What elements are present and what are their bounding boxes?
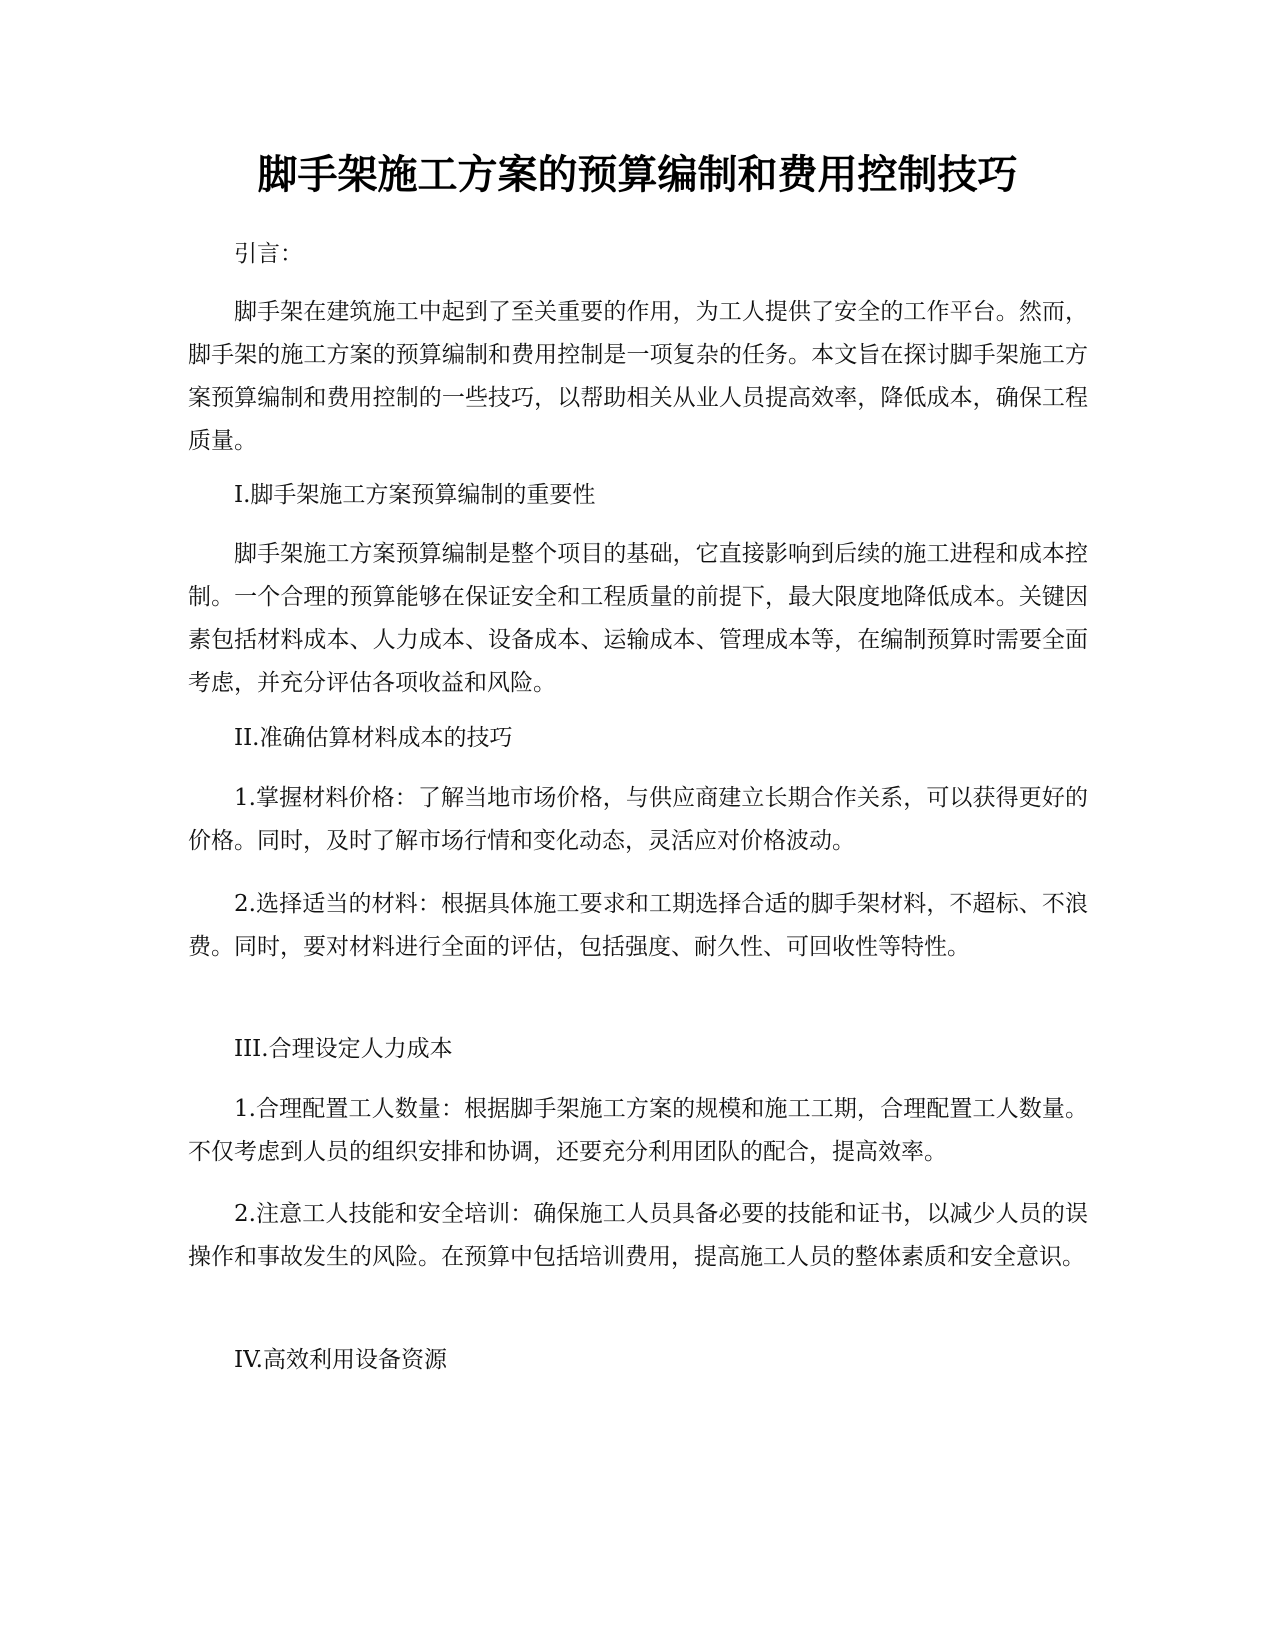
paragraph-3-2: 2.注意工人技能和安全培训：确保施工人员具备必要的技能和证书，以减少人员的误操作和事故发生的风险。在预算中包括培训费用，提高施工人员的整体素质和安全意识。 xyxy=(188,1201,1088,1270)
section-heading-3: III.合理设定人力成本 xyxy=(234,1036,453,1062)
section-heading-2: II.准确估算材料成本的技巧 xyxy=(234,725,513,751)
paragraph-intro: 脚手架在建筑施工中起到了至关重要的作用，为工人提供了安全的工作平台。然而，脚手架的施工方案的预算编制和费用控制是一项复杂的任务。本文旨在探讨脚手架施工方案预算编制和费用控制的一些技巧，以帮助相关从业人员提高效率，降低成本，确保工程质量。 xyxy=(188,299,1088,454)
paragraph-2-2: 2.选择适当的材料：根据具体施工要求和工期选择合适的脚手架材料，不超标、不浪费。同时，要对材料进行全面的评估，包括强度、耐久性、可回收性等特性。 xyxy=(188,891,1088,960)
document-title: 脚手架施工方案的预算编制和费用控制技巧 xyxy=(257,152,1018,198)
paragraph-section-1: 脚手架施工方案预算编制是整个项目的基础，它直接影响到后续的施工进程和成本控制。一个合理的预算能够在保证安全和工程质量的前提下，最大限度地降低成本。关键因素包括材料成本、人力成本、设备成本、运输成本、管理成本等，在编制预算时需要全面考虑，并充分评估各项收益和风险。 xyxy=(188,541,1088,696)
paragraph-3-1: 1.合理配置工人数量：根据脚手架施工方案的规模和施工工期，合理配置工人数量。不仅考虑到人员的组织安排和协调，还要充分利用团队的配合，提高效率。 xyxy=(188,1096,1088,1165)
section-heading-1: I.脚手架施工方案预算编制的重要性 xyxy=(234,482,596,508)
section-heading-4: IV.高效利用设备资源 xyxy=(234,1347,447,1373)
paragraph-2-1: 1.掌握材料价格：了解当地市场价格，与供应商建立长期合作关系，可以获得更好的价格。同时，及时了解市场行情和变化动态，灵活应对价格波动。 xyxy=(188,785,1088,854)
paragraph-intro-label: 引言： xyxy=(234,241,303,267)
